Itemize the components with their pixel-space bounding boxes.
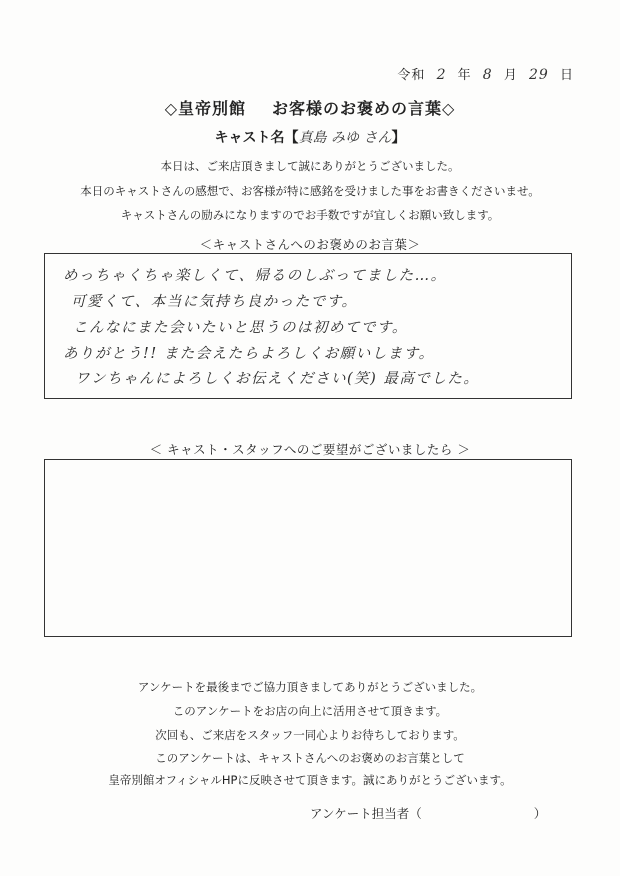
- survey-responder-line: [310, 804, 546, 822]
- praise-heading: ＜キャストさんへのお褒めのお言葉＞: [199, 237, 421, 252]
- closing-line-3: 次回も、ご来店をスタッフ一同心よりお待ちしております。: [155, 728, 465, 742]
- praise-box: [44, 253, 572, 399]
- request-box: [44, 459, 572, 637]
- closing-line-2: このアンケートをお店の向上に活用させて頂きます。: [172, 704, 448, 718]
- date-year-unit: 年: [457, 68, 472, 83]
- praise-line-5: ワンちゃんによろしくお伝えください(笑) 最高でした。: [75, 371, 480, 387]
- praise-line-2: 可愛くて、本当に気持ち良かったです。: [71, 294, 358, 310]
- page-title: [0, 96, 620, 119]
- show-through-artifact: [70, 30, 180, 45]
- date-era: 令和: [397, 68, 426, 83]
- responder-label: アンケート担当者（: [310, 806, 422, 821]
- title-subject: お客様のお褒めの言葉◇: [272, 99, 456, 118]
- responder-close: ）: [533, 806, 547, 821]
- closing-line-1: アンケートを最後までご協力頂きましてありがとうございました。: [137, 680, 483, 694]
- date-day: 29: [529, 67, 549, 83]
- praise-line-4: ありがとう!! また会えたらよろしくお願いします。: [63, 346, 435, 362]
- intro-line-1: 本日は、ご来店頂きまして誠にありがとうございました。: [160, 159, 460, 173]
- closing-line-5: 皇帝別館オフィシャルHPに反映させて頂きます。誠にありがとうございます。: [108, 773, 512, 787]
- date-month-unit: 月: [503, 68, 518, 83]
- date-month: 8: [482, 67, 493, 83]
- cast-close: 】: [391, 130, 406, 146]
- praise-line-1: めっちゃくちゃ楽しくて、帰るのしぶってました…。: [63, 268, 447, 284]
- request-heading: ＜ キャスト・スタッフへのご要望がございましたら ＞: [149, 442, 471, 457]
- intro-line-2: 本日のキャストさんの感想で、お客様が特に感銘を受けました事をお書きくださいませ。: [80, 184, 540, 198]
- title-store: ◇皇帝別館: [164, 99, 246, 118]
- cast-name: 真島 みゆ さん: [298, 130, 392, 146]
- date-year: 2: [436, 67, 447, 83]
- date-day-unit: 日: [559, 68, 574, 83]
- closing-line-4: このアンケートは、キャストさんへのお褒めのお言葉として: [155, 751, 465, 765]
- intro-line-3: キャストさんの励みになりますのでお手数ですが宜しくお願い致します。: [120, 208, 500, 222]
- cast-name-line: [0, 127, 620, 147]
- cast-label: キャスト名【: [214, 130, 299, 146]
- date-line: [397, 64, 574, 83]
- praise-line-3: こんなにまた会いたいと思うのは初めてです。: [73, 320, 408, 336]
